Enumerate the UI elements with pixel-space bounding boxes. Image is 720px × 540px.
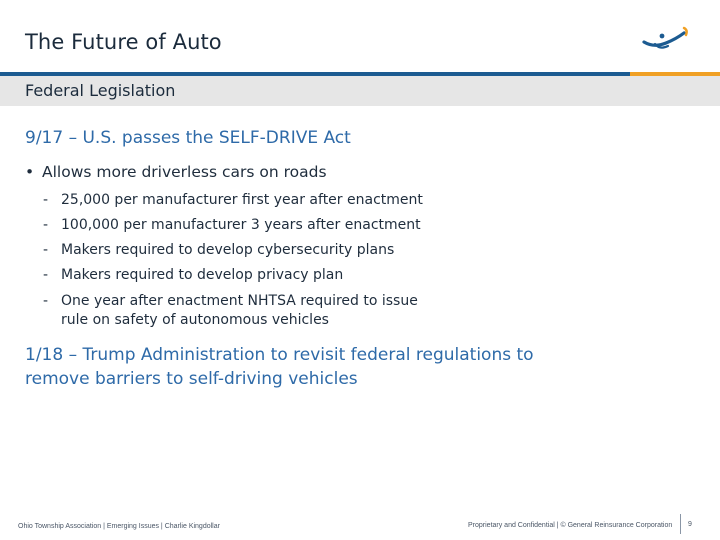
bullet-item — [25, 163, 327, 181]
sub-item-text: 100,000 per manufacturer 3 years after enactment — [61, 217, 421, 233]
sub-item: - Makers required to develop cybersecurity plans — [43, 241, 431, 260]
footer-divider — [680, 514, 681, 534]
sub-item: - 25,000 per manufacturer first year after enactment — [43, 191, 431, 210]
sub-item-text: One year after enactment NHTSA required to issue rule on safety of autonomous vehicles — [61, 293, 418, 328]
heading-trump-administration: 1/18 – Trump Administration to revisit federal regulations to remove barriers to self-driving vehicles — [25, 345, 534, 389]
sub-item-text: Makers required to develop cybersecurity plans — [61, 242, 395, 258]
slide-subtitle: Federal Legislation — [25, 81, 176, 100]
bullet-dot: • — [25, 163, 35, 181]
bullet-text: Allows more driverless cars on roads — [42, 163, 327, 181]
page-number: 9 — [688, 521, 692, 528]
sub-item: - 100,000 per manufacturer 3 years after enactment — [43, 216, 431, 235]
footer-left: Ohio Township Association | Emerging Issues | Charlie Kingdollar — [18, 523, 220, 530]
slide-title: The Future of Auto — [25, 30, 222, 54]
footer-right: Proprietary and Confidential | © General Reinsurance Corporation — [468, 522, 673, 529]
sub-item-text: 25,000 per manufacturer first year after enactment — [61, 192, 423, 208]
heading-self-drive-act: 9/17 – U.S. passes the SELF-DRIVE Act — [25, 128, 351, 148]
sub-item: - Makers required to develop privacy plan — [43, 266, 431, 285]
sub-item: - One year after enactment NHTSA required to issue rule on safety of autonomous vehicles — [43, 292, 421, 330]
sub-item-text: Makers required to develop privacy plan — [61, 267, 344, 283]
company-swirl-logo-icon — [640, 26, 692, 52]
